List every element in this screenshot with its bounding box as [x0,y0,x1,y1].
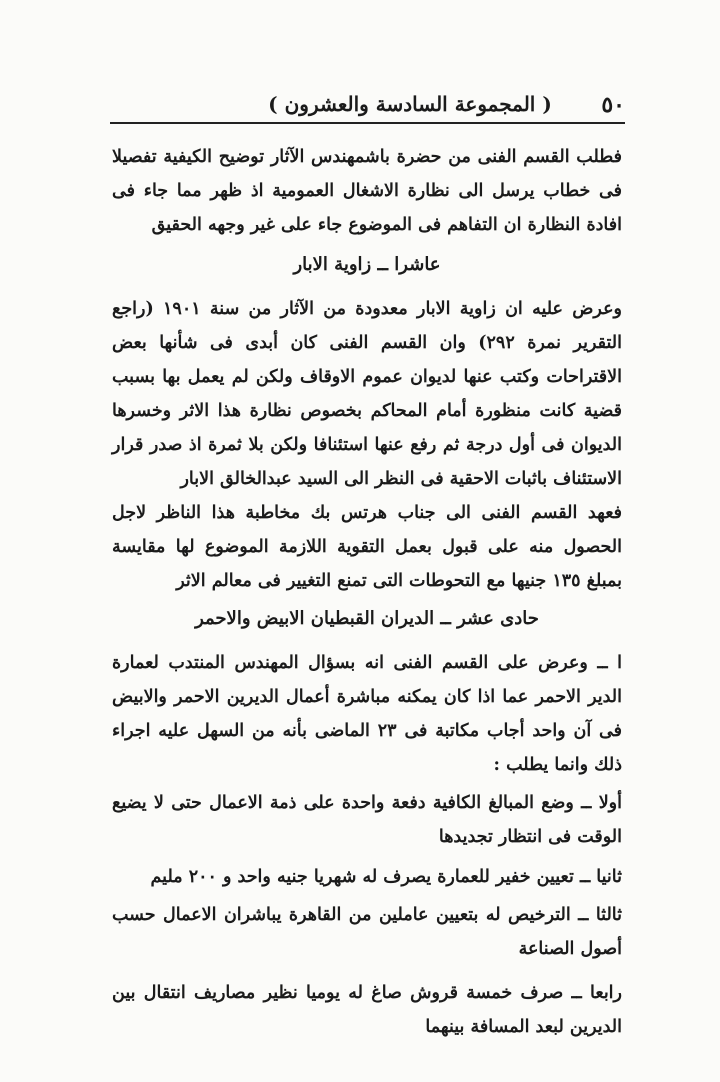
list-item-first: أولا ــ وضع المبالغ الكافية دفعة واحدة على ذمة الاعمال حتى لا يضيع الوقت فى انتظار تجديدها [112,793,622,847]
list-item-second: ثانيا ــ تعيين خفير للعمارة يصرف له شهريا جنيه واحد و ٢٠٠ مليم [150,867,622,887]
running-title: ( المجموعة السادسة والعشرون ) [268,92,552,116]
paragraph-technical-section-request: فطلب القسم الفنى من حضرة باشمهندس الآثار توضيح الكيفية تفصيلا فى خطاب يرسل الى نظارة الاشغال العمومية اذ ظهر مما جاء فى افادة النظارة ان التفاهم فى الموضوع جاء على غير وجهه الحقيق [112,147,622,235]
paragraph-hertz-bey-assignment: فعهد القسم الفنى الى جناب هرتس بك مخاطبة هذا الناظر لاجل الحصول منه على قبول بعمل التقوية اللازمة الموضوع لها مقايسة بمبلغ ١٣٥ جنيها مع التحوطات التى تمنع التغيير فى معالم الاثر [112,503,622,591]
list-item-fourth: رابعا ــ صرف خمسة قروش صاغ له يوميا نظير مصاريف انتقال بين الديرين لبعد المسافة بينهما [112,983,622,1037]
page-number: ٥٠ [601,92,625,118]
paragraph-zawiyat-al-abbar: وعرض عليه ان زاوية الابار معدودة من الآثار من سنة ١٩٠١ (راجع التقرير نمرة ٢٩٢) وان القسم الفنى كان أبدى فى شأنها بعض الاقتراحات وكتب عنها لديوان عموم الاوقاف ولكن لم يعمل بها بسبب قضية كانت منظورة أمام المحاكم بخصوص نظارة هذا الاثر وخسرها الديوان فى أول درجة ثم رفع عنها استئنافا ولكن بلا ثمرة اذ صدر قرار الاستئناف باثبات الاحقية فى النظر الى السيد عبدالخالق الابار [112,299,622,489]
section-heading-coptic-monasteries: حادى عشر ــ الديران القبطيان الابيض والاحمر [195,608,539,629]
paragraph-red-monastery-engineer: ا ــ وعرض على القسم الفنى انه بسؤال المهندس المنتدب لعمارة الدير الاحمر عما اذا كان يمكنه مباشرة أعمال الديرين الاحمر والابيض فى آن واحد أجاب مكاتبة فى ٢٣ الماضى بأنه من السهل عليه اجراء ذلك وانما يطلب : [112,653,622,775]
page-header [110,88,625,124]
page-body [112,140,622,1044]
section-heading-zawiyat-al-abbar: عاشرا ــ زاوية الابار [293,254,441,275]
list-item-third: ثالثا ــ الترخيص له بتعيين عاملين من القاهرة يباشران الاعمال حسب أصول الصناعة [112,905,622,959]
